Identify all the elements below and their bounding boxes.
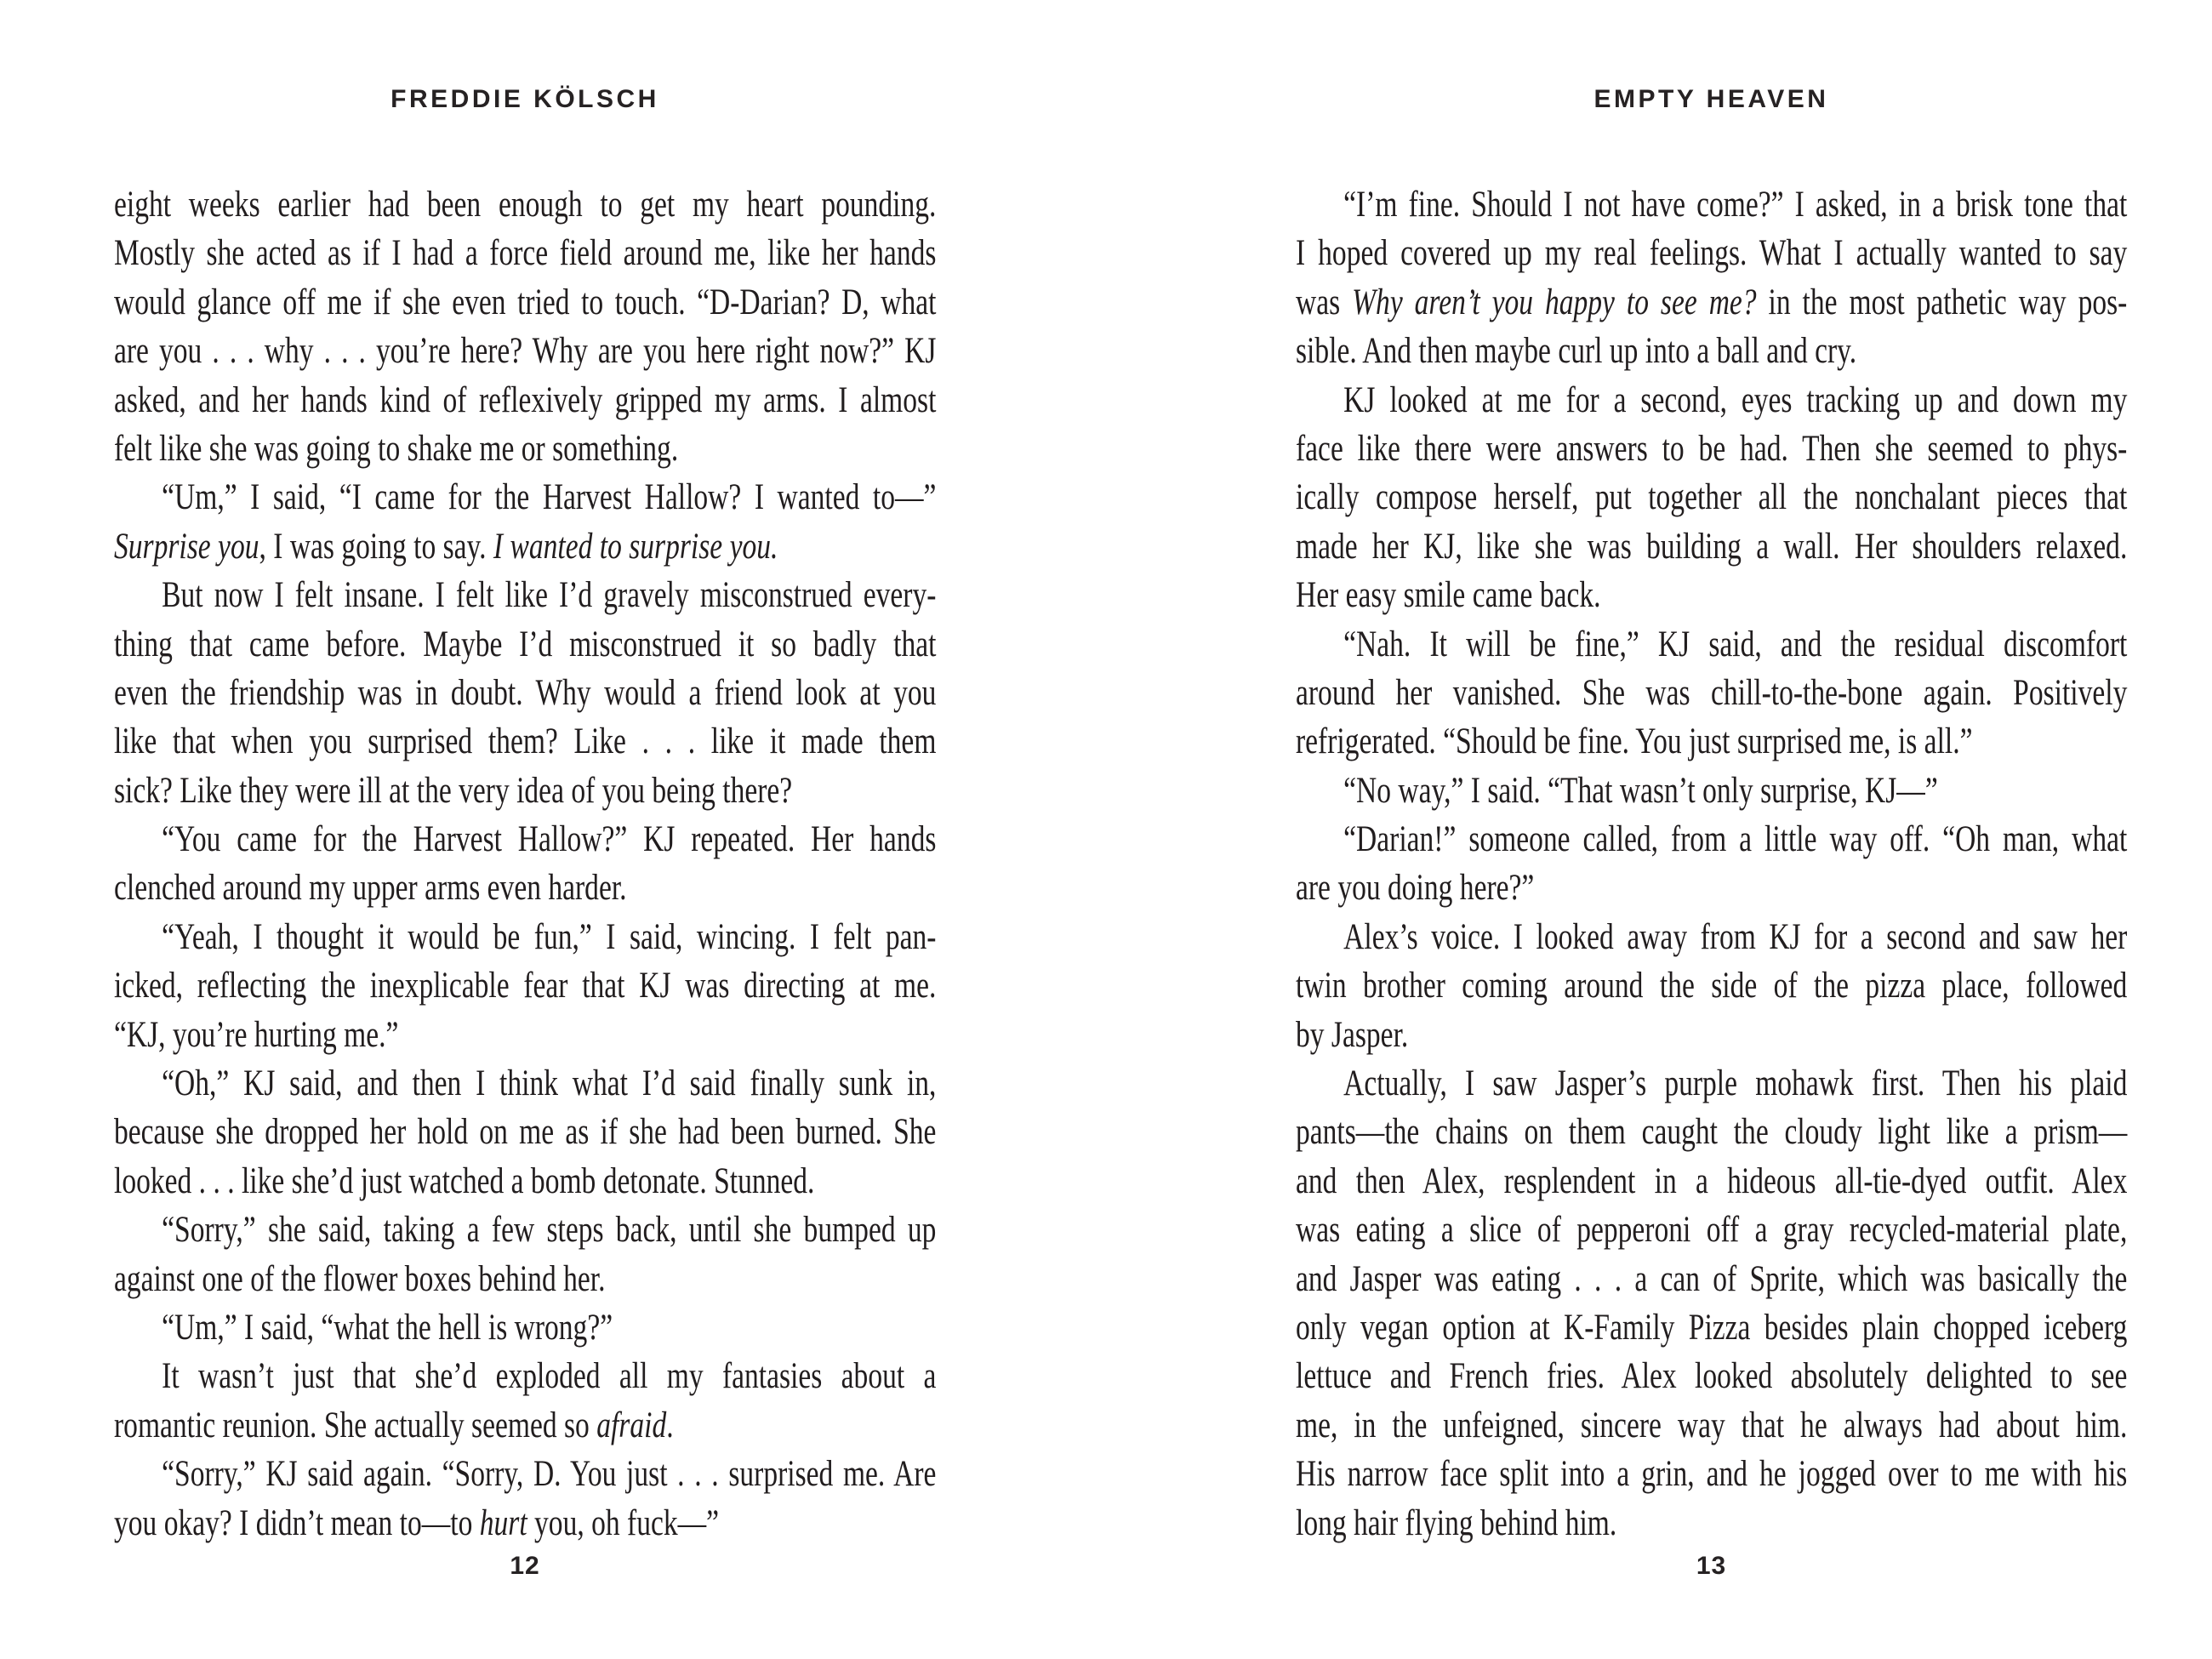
text-line: looked . . . like she’d just watched a bomb detonate. Stunned. — [114, 1160, 815, 1201]
text-line: was eating a slice of pepperoni off a gray recycled-material plate, — [1296, 1210, 2128, 1251]
text-line: long hair flying behind him. — [1296, 1502, 1617, 1543]
text-line: you okay? I didn’t mean to—to hurt you, oh fuck—” — [114, 1502, 720, 1543]
text-line: clenched around my upper arms even harder. — [114, 868, 627, 909]
text-line: icked, reflecting the inexplicable fear that KJ was directing at me. — [114, 966, 937, 1006]
text-line: like that when you surprised them? Like . . . like it made them — [114, 721, 937, 762]
running-header-title: EMPTY HEAVEN — [1593, 85, 1829, 113]
text-line: It wasn’t just that she’d exploded all my fantasies about a — [162, 1356, 937, 1397]
text-line: only vegan option at K-Family Pizza besides plain chopped iceberg — [1296, 1307, 2128, 1348]
text-line: are you . . . why . . . you’re here? Why are you here right now?” KJ — [114, 331, 937, 372]
text-line: “Um,” I said, “what the hell is wrong?” — [162, 1307, 613, 1348]
text-line: His narrow face split into a grin, and he jogged over to me with his — [1296, 1454, 2128, 1495]
text-line: around her vanished. She was chill-to-the-bone again. Positively — [1296, 672, 2128, 713]
text-line: “Oh,” KJ said, and then I think what I’d said finally sunk in, — [162, 1063, 937, 1104]
text-line: face like there were answers to be had. Then she seemed to phys- — [1296, 428, 2128, 469]
text-line: Actually, I saw Jasper’s purple mohawk first. Then his plaid — [1343, 1063, 2128, 1104]
text-line: thing that came before. Maybe I’d misconstrued it so badly that — [114, 624, 937, 664]
text-line: “Darian!” someone called, from a little way off. “Oh man, what — [1343, 819, 2128, 860]
text-line: “Um,” I said, “I came for the Harvest Hallow? I wanted to—” — [162, 477, 937, 518]
text-line: because she dropped her hold on me as if she had been burned. She — [114, 1112, 937, 1153]
text-line: “No way,” I said. “That wasn’t only surprise, KJ—” — [1343, 770, 1938, 811]
text-line: sick? Like they were ill at the very idea of you being there? — [114, 770, 793, 811]
text-line: “Nah. It will be fine,” KJ said, and the residual discomfort — [1343, 624, 2128, 664]
text-line: and then Alex, resplendent in a hideous all-tie-dyed outfit. Alex — [1296, 1160, 2128, 1201]
text-line: ically compose herself, put together all the nonchalant pieces that — [1296, 477, 2128, 518]
text-line: “Sorry,” KJ said again. “Sorry, D. You just . . . surprised me. Are — [162, 1454, 937, 1495]
text-line: “You came for the Harvest Hallow?” KJ repeated. Her hands — [162, 819, 937, 860]
text-line: Surprise you, I was going to say. I wanted to surprise you. — [114, 526, 778, 567]
body-text-left — [114, 180, 936, 1548]
text-line: Her easy smile came back. — [1296, 575, 1601, 616]
text-line: would glance off me if she even tried to touch. “D-Darian? D, what — [114, 282, 937, 322]
text-line: even the friendship was in doubt. Why would a friend look at you — [114, 672, 937, 713]
text-line: KJ looked at me for a second, eyes tracking up and down my — [1343, 379, 2128, 420]
text-line: Mostly she acted as if I had a force field around me, like her hands — [114, 233, 937, 274]
page-number-right: 13 — [1696, 1552, 1727, 1580]
text-line: and Jasper was eating . . . a can of Sprite, which was basically the — [1296, 1258, 2128, 1299]
text-line: twin brother coming around the side of the pizza place, followed — [1296, 966, 2128, 1006]
text-line: by Jasper. — [1296, 1014, 1409, 1055]
text-line: eight weeks earlier had been enough to get my heart pounding. — [114, 185, 937, 225]
text-line: are you doing here?” — [1296, 868, 1535, 909]
text-line: was Why aren’t you happy to see me? in the most pathetic way pos- — [1296, 282, 2128, 322]
text-line: asked, and her hands kind of reflexively gripped my arms. I almost — [114, 379, 937, 420]
running-header-author: FREDDIE KÖLSCH — [391, 85, 659, 113]
text-line: “KJ, you’re hurting me.” — [114, 1014, 399, 1055]
text-line: made her KJ, like she was building a wall. Her shoulders relaxed. — [1296, 526, 2128, 567]
text-line: lettuce and French fries. Alex looked absolutely delighted to see — [1296, 1356, 2128, 1397]
text-line: “I’m fine. Should I not have come?” I asked, in a brisk tone that — [1343, 185, 2128, 225]
page-number-left: 12 — [510, 1552, 540, 1580]
body-text-right — [1296, 180, 2127, 1548]
text-line: I hoped covered up my real feelings. What I actually wanted to say — [1296, 233, 2128, 274]
text-line: Alex’s voice. I looked away from KJ for a second and saw her — [1343, 916, 2128, 957]
text-line: “Sorry,” she said, taking a few steps back, until she bumped up — [162, 1210, 937, 1251]
text-line: pants—the chains on them caught the cloudy light like a prism— — [1296, 1112, 2128, 1153]
text-line: But now I felt insane. I felt like I’d gravely misconstrued every- — [162, 575, 937, 616]
text-line: romantic reunion. She actually seemed so afraid. — [114, 1405, 674, 1445]
text-line: against one of the flower boxes behind her. — [114, 1258, 606, 1299]
text-line: felt like she was going to shake me or something. — [114, 428, 679, 469]
text-line: refrigerated. “Should be fine. You just surprised me, is all.” — [1296, 721, 1973, 762]
text-line: sible. And then maybe curl up into a ball and cry. — [1296, 331, 1857, 372]
text-line: me, in the unfeigned, sincere way that he always had about him. — [1296, 1405, 2128, 1445]
text-line: “Yeah, I thought it would be fun,” I said, wincing. I felt pan- — [162, 916, 937, 957]
